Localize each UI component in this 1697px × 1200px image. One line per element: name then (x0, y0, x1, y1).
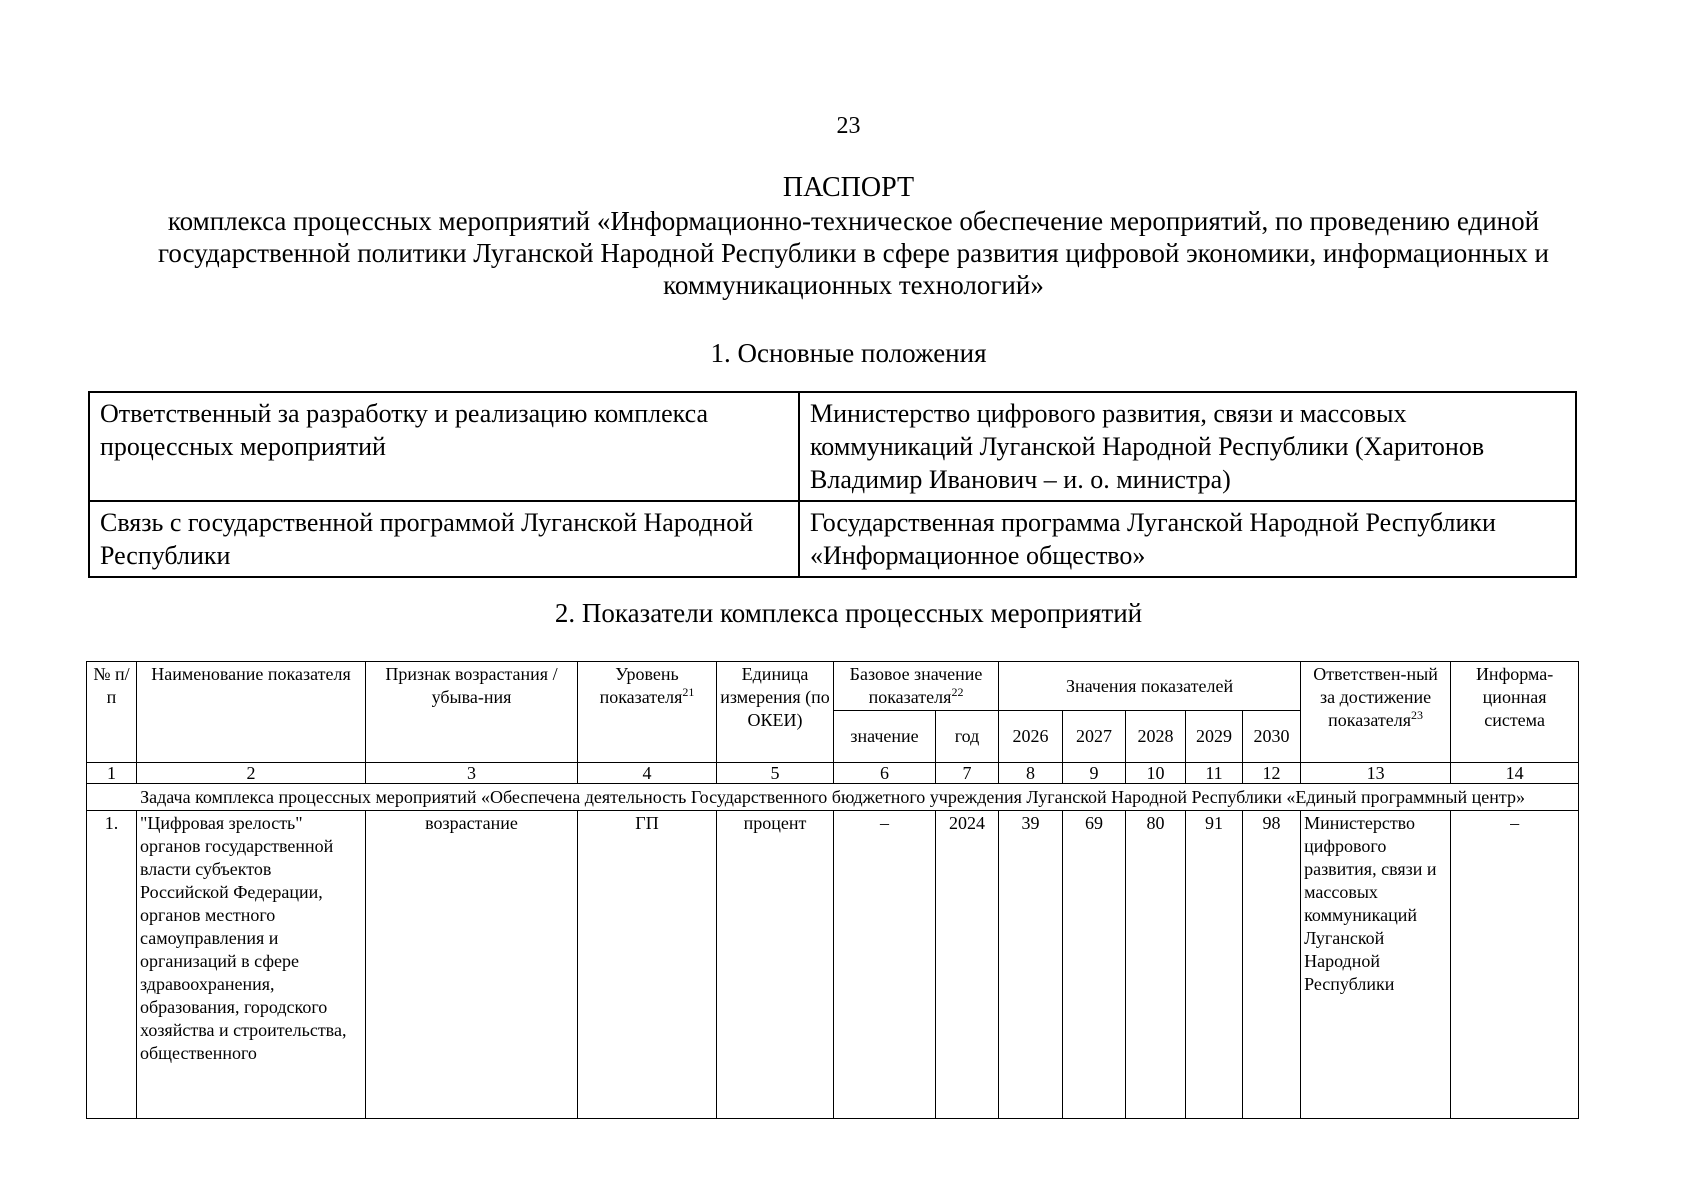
header-num: № п/п (87, 662, 137, 763)
header-year: 2029 (1186, 711, 1243, 763)
row-base-value: – (834, 811, 936, 1119)
task-text: Задача комплекса процессных мероприятий «Обеспечена деятельность Государственного бюджетного учреждения Луганской Народной Республики «Единый программный центр» (87, 784, 1579, 811)
row-base-year: 2024 (936, 811, 999, 1119)
responsible-label: Ответственный за разработку и реализацию комплекса процессных мероприятий (89, 392, 799, 501)
column-number: 7 (936, 763, 999, 784)
footnote-marker: 22 (951, 685, 964, 699)
header-level (578, 662, 717, 763)
main-provisions-table (88, 391, 1577, 578)
row-value-2027: 69 (1063, 811, 1126, 1119)
row-value-2026: 39 (999, 811, 1063, 1119)
header-unit: Единица измерения (по ОКЕИ) (717, 662, 834, 763)
column-number: 5 (717, 763, 834, 784)
column-number: 10 (1126, 763, 1186, 784)
column-number: 13 (1301, 763, 1451, 784)
header-base-year: год (936, 711, 999, 763)
header-system: Информа-ционная система (1451, 662, 1579, 763)
header-year: 2027 (1063, 711, 1126, 763)
header-base-value: значение (834, 711, 936, 763)
footnote-marker: 23 (1411, 708, 1423, 722)
header-row (87, 662, 1579, 711)
column-number: 11 (1186, 763, 1243, 784)
row-sign: возрастание (366, 811, 578, 1119)
section-1-heading: 1. Основные положения (710, 338, 987, 368)
row-responsible: Министерство цифрового развития, связи и массовых коммуникаций Луганской Народной Республики (1301, 811, 1451, 1119)
program-link-label: Связь с государственной программой Луганской Народной Республики (89, 501, 799, 577)
table-row (87, 811, 1579, 1119)
column-number: 9 (1063, 763, 1126, 784)
responsible-value: Министерство цифрового развития, связи и массовых коммуникаций Луганской Народной Республики (Харитонов Владимир Иванович – и. о. министра) (799, 392, 1576, 501)
column-number: 1 (87, 763, 137, 784)
header-responsible (1301, 662, 1451, 763)
row-unit: процент (717, 811, 834, 1119)
header-level-text: Уровень показателя (599, 664, 683, 707)
row-num: 1. (87, 811, 137, 1119)
footnote-marker: 21 (682, 685, 695, 699)
row-system: – (1451, 811, 1579, 1119)
column-number: 14 (1451, 763, 1579, 784)
column-number: 6 (834, 763, 936, 784)
header-year: 2030 (1243, 711, 1301, 763)
program-link-value: Государственная программа Луганской Народной Республики «Информационное общество» (799, 501, 1576, 577)
column-number: 12 (1243, 763, 1301, 784)
header-base (834, 662, 999, 711)
header-sign: Признак возрастания / убыва-ния (366, 662, 578, 763)
header-name: Наименование показателя (137, 662, 366, 763)
row-indicator-name: "Цифровая зрелость" органов государственной власти субъектов Российской Федерации, органов местного самоуправления и организаций в сфере здравоохранения, образования, городского хозяйства и строительства, общественного (137, 811, 366, 1119)
task-row (87, 784, 1579, 811)
column-number: 3 (366, 763, 578, 784)
indicators-table (86, 661, 1579, 1119)
header-base-text: Базовое значение показателя (849, 664, 983, 707)
column-number: 8 (999, 763, 1063, 784)
row-value-2028: 80 (1126, 811, 1186, 1119)
column-number-row (87, 763, 1579, 784)
document-subtitle: комплекса процессных мероприятий «Информационно-техническое обеспечение мероприятий, по проведению единой государственной политики Луганской Народной Республики в сфере развития цифровой экономики, информационных и коммуникационных технологий» (158, 206, 1549, 300)
row-level: ГП (578, 811, 717, 1119)
row-value-2030: 98 (1243, 811, 1301, 1119)
header-responsible-text: Ответствен-ный за достижение показателя (1313, 664, 1438, 730)
header-year: 2028 (1126, 711, 1186, 763)
table-row (89, 392, 1576, 501)
row-value-2029: 91 (1186, 811, 1243, 1119)
table-row (89, 501, 1576, 577)
document-title: ПАСПОРТ (782, 172, 915, 203)
page-number: 23 (836, 113, 861, 139)
column-number: 2 (137, 763, 366, 784)
header-values-group: Значения показателей (999, 662, 1301, 711)
section-2-heading: 2. Показатели комплекса процессных мероприятий (554, 598, 1143, 628)
column-number: 4 (578, 763, 717, 784)
header-year: 2026 (999, 711, 1063, 763)
